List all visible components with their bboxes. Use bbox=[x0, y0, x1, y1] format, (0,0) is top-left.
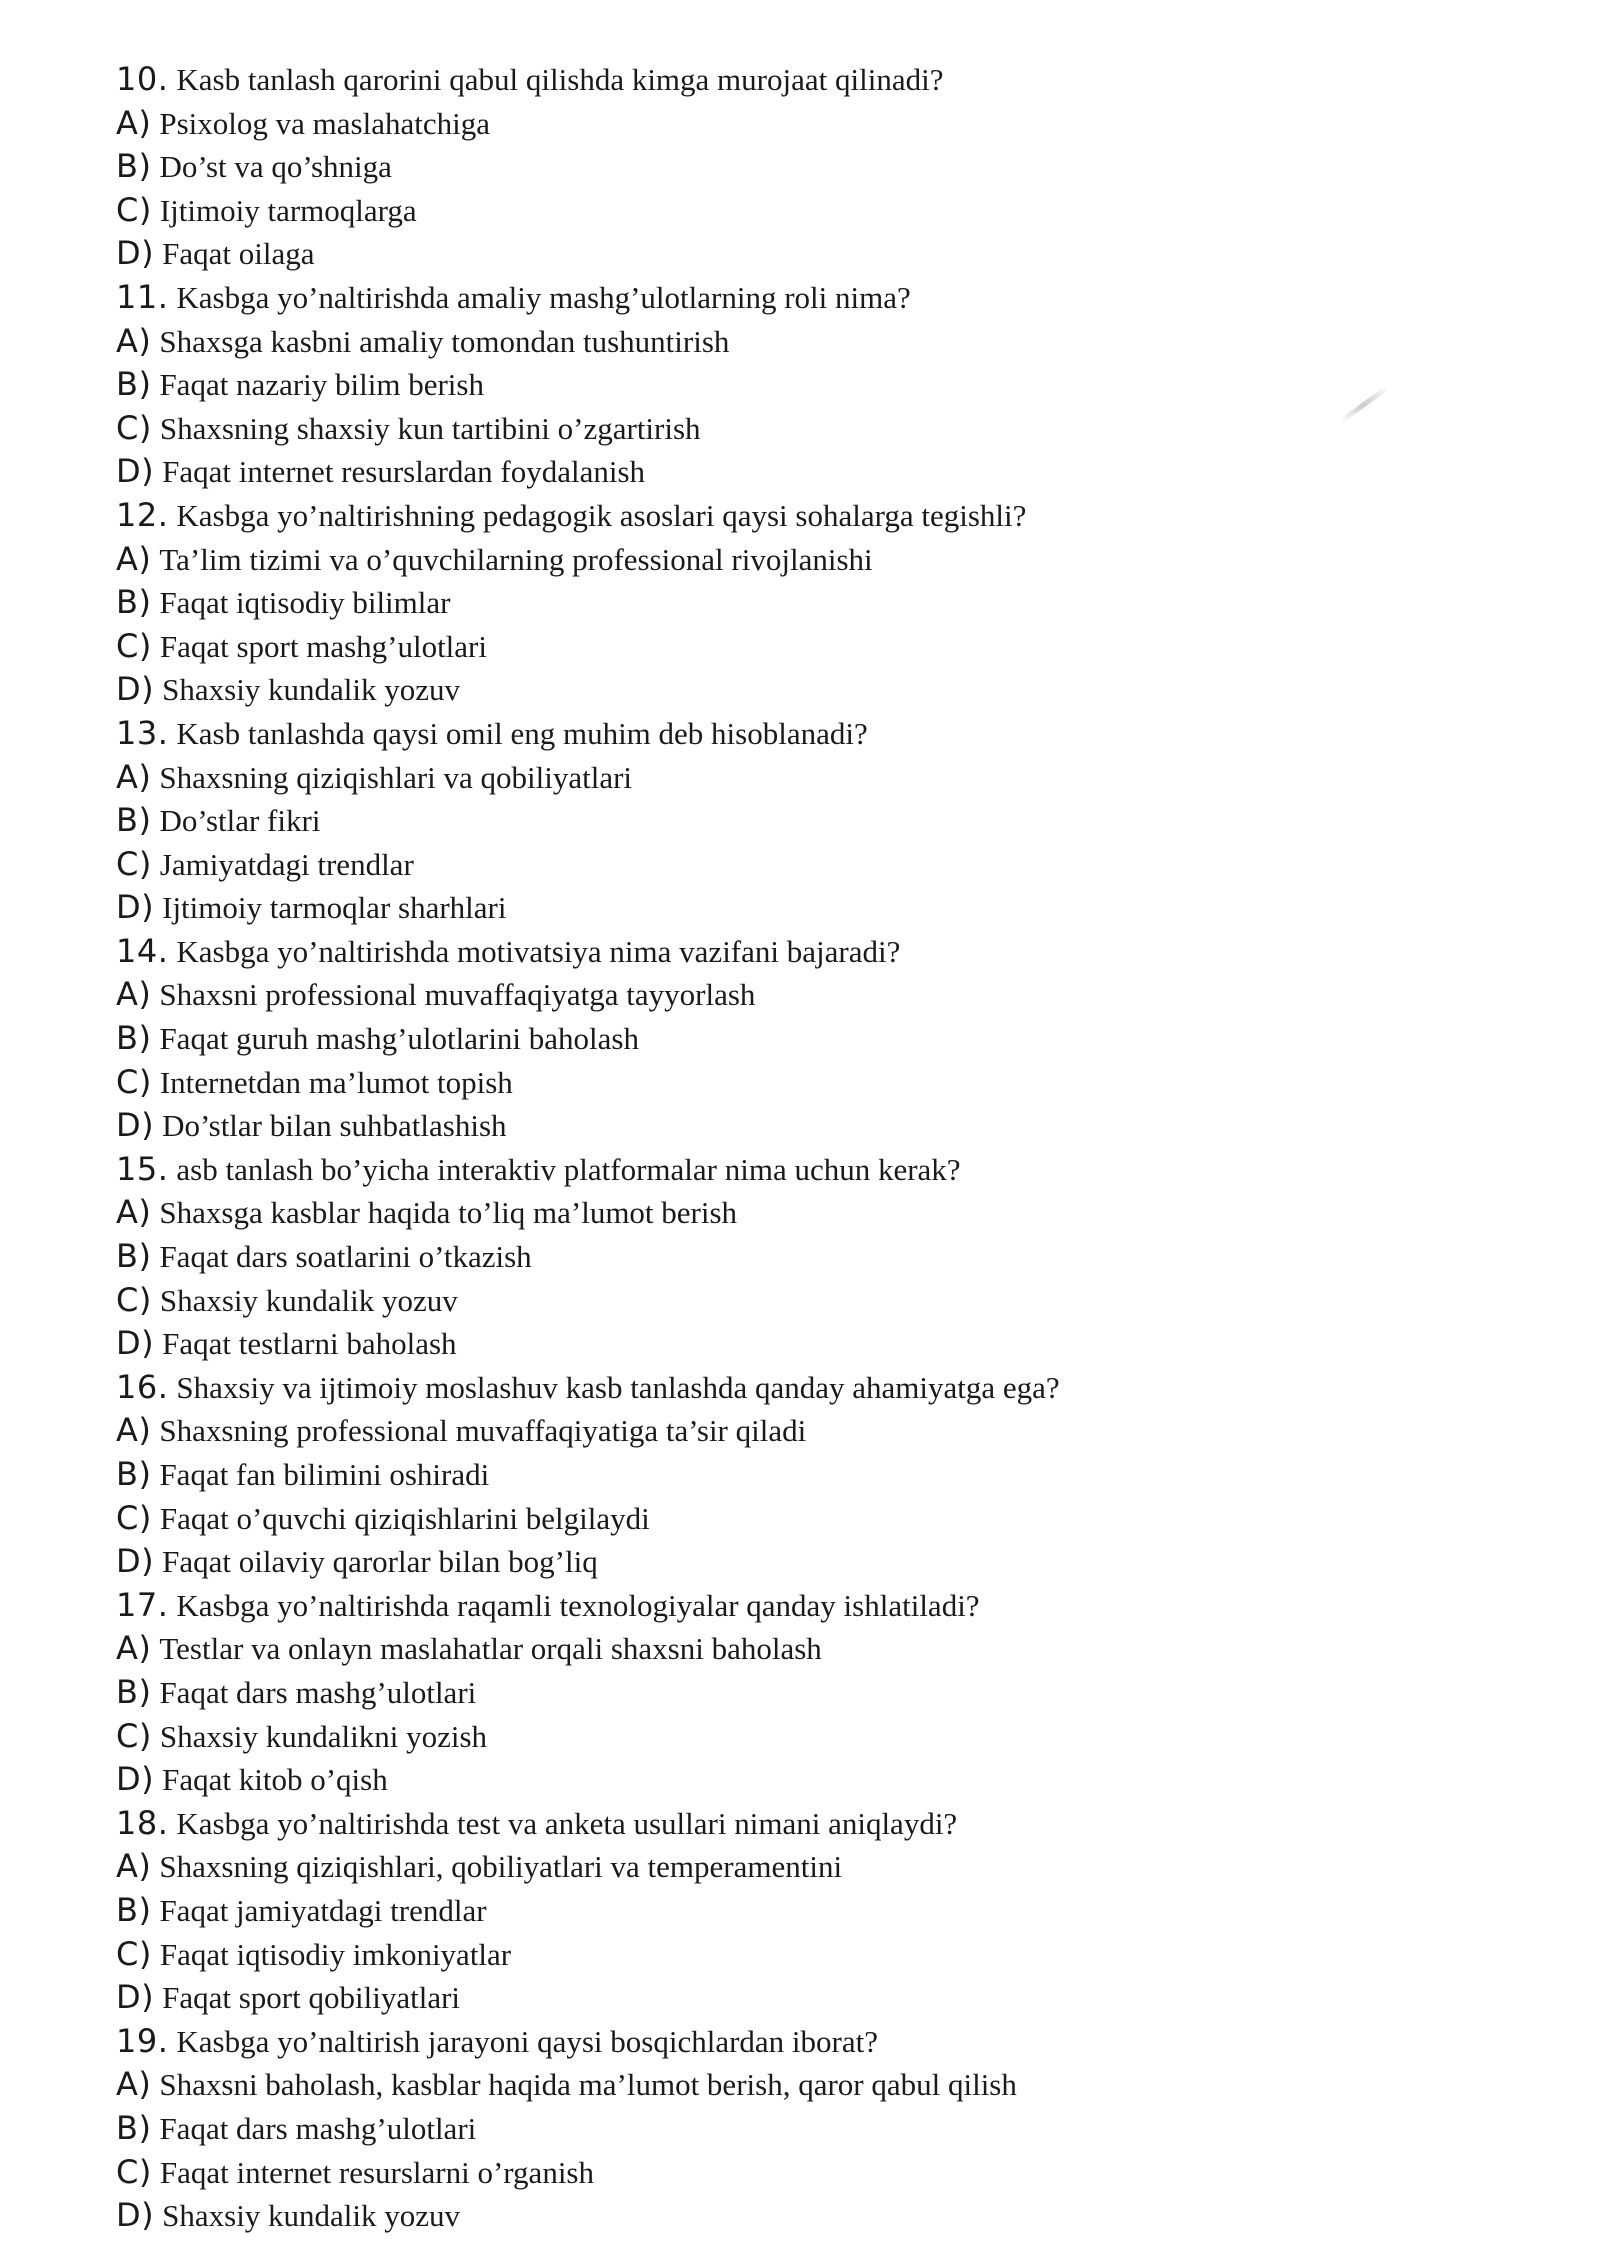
question-line bbox=[116, 1148, 1556, 1192]
option-letter: C) bbox=[116, 190, 152, 229]
question-number: 17. bbox=[116, 1585, 169, 1624]
option-text: Faqat jamiyatdagi trendlar bbox=[159, 1892, 487, 1928]
question-number: 10. bbox=[116, 60, 169, 98]
option-letter: A) bbox=[116, 1411, 152, 1450]
option-letter: B) bbox=[116, 1019, 152, 1058]
question-number: 11. bbox=[116, 277, 169, 316]
option-text: Ijtimoiy tarmoqlarga bbox=[159, 192, 417, 228]
question-line bbox=[116, 1584, 1556, 1628]
answer-option bbox=[116, 1191, 1556, 1235]
option-text: Faqat dars mashg’ulotlari bbox=[159, 1674, 477, 1710]
question-text: Shaxsiy va ijtimoiy moslashuv kasb tanlashda qanday ahamiyatga ega? bbox=[176, 1369, 1060, 1405]
option-letter: D) bbox=[116, 452, 155, 491]
answer-option bbox=[116, 450, 1556, 494]
option-letter: A) bbox=[116, 539, 152, 578]
question-number: 16. bbox=[116, 1367, 169, 1406]
option-text: Shaxsiy kundalik yozuv bbox=[162, 672, 461, 708]
option-text: Faqat dars mashg’ulotlari bbox=[159, 2110, 477, 2146]
question-text: Kasbga yo’naltirishda test va anketa usullari nimani aniqlaydi? bbox=[176, 1805, 958, 1841]
option-letter: D) bbox=[116, 888, 155, 927]
question-line bbox=[116, 930, 1556, 974]
option-letter: D) bbox=[116, 234, 155, 273]
option-text: Shaxsiy kundalik yozuv bbox=[159, 1282, 458, 1318]
option-text: Shaxsiy kundalik yozuv bbox=[162, 2198, 461, 2234]
option-text: Faqat testlarni baholash bbox=[162, 1326, 457, 1362]
option-letter: D) bbox=[116, 1978, 155, 2017]
answer-option bbox=[116, 1715, 1556, 1759]
option-text: Jamiyatdagi trendlar bbox=[159, 846, 414, 882]
option-letter: C) bbox=[116, 1280, 152, 1319]
question-list bbox=[116, 58, 1556, 2238]
question-text: Kasbga yo’naltirishda raqamli texnologiyalar qanday ishlatiladi? bbox=[176, 1587, 980, 1623]
answer-option bbox=[116, 756, 1556, 800]
question-number: 13. bbox=[116, 713, 169, 752]
answer-option bbox=[116, 2151, 1556, 2195]
answer-option bbox=[116, 1453, 1556, 1497]
option-letter: C) bbox=[116, 1498, 152, 1537]
option-letter: D) bbox=[116, 670, 155, 709]
option-letter: A) bbox=[116, 757, 152, 796]
answer-option bbox=[116, 973, 1556, 1017]
question-number: 12. bbox=[116, 495, 169, 534]
question-number: 14. bbox=[116, 931, 169, 970]
option-text: Shaxsiy kundalikni yozish bbox=[159, 1718, 488, 1754]
option-letter: C) bbox=[116, 2152, 152, 2191]
option-text: Do’stlar bilan suhbatlashish bbox=[162, 1108, 507, 1144]
option-letter: B) bbox=[116, 1237, 152, 1276]
answer-option bbox=[116, 1409, 1556, 1453]
answer-option bbox=[116, 668, 1556, 712]
option-letter: D) bbox=[116, 1324, 155, 1363]
option-text: Psixolog va maslahatchiga bbox=[159, 105, 490, 141]
question-line bbox=[116, 494, 1556, 538]
question-text: asb tanlash bo’yicha interaktiv platformalar nima uchun kerak? bbox=[176, 1151, 961, 1187]
question-text: Kasb tanlash qarorini qabul qilishda kimga murojaat qilinadi? bbox=[176, 62, 944, 97]
option-text: Do’stlar fikri bbox=[159, 803, 321, 839]
option-letter: A) bbox=[116, 103, 152, 142]
answer-option bbox=[116, 1845, 1556, 1889]
option-text: Faqat iqtisodiy bilimlar bbox=[159, 585, 451, 621]
option-letter: B) bbox=[116, 365, 152, 404]
option-letter: C) bbox=[116, 844, 152, 883]
question-line bbox=[116, 2020, 1556, 2064]
question-line bbox=[116, 58, 1556, 102]
answer-option bbox=[116, 843, 1556, 887]
option-letter: C) bbox=[116, 408, 152, 447]
option-text: Shaxsni baholash, kasblar haqida ma’lumot berish, qaror qabul qilish bbox=[159, 2067, 1017, 2103]
answer-option bbox=[116, 363, 1556, 407]
question-text: Kasbga yo’naltirishning pedagogik asoslari qaysi sohalarga tegishli? bbox=[176, 497, 1027, 533]
question-text: Kasbga yo’naltirish jarayoni qaysi bosqichlardan iborat? bbox=[176, 2023, 878, 2059]
option-text: Faqat o’quvchi qiziqishlarini belgilaydi bbox=[159, 1500, 650, 1536]
option-text: Shaxsga kasbni amaliy tomondan tushuntirish bbox=[159, 323, 730, 359]
option-letter: A) bbox=[116, 2065, 152, 2104]
option-letter: B) bbox=[116, 1890, 152, 1929]
answer-option bbox=[116, 320, 1556, 364]
option-letter: A) bbox=[116, 975, 152, 1014]
option-letter: D) bbox=[116, 1542, 155, 1581]
option-text: Faqat sport mashg’ulotlari bbox=[159, 628, 487, 664]
answer-option bbox=[116, 189, 1556, 233]
answer-option bbox=[116, 1671, 1556, 1715]
option-text: Ta’lim tizimi va o’quvchilarning professional rivojlanishi bbox=[159, 541, 873, 577]
option-text: Faqat iqtisodiy imkoniyatlar bbox=[159, 1936, 512, 1972]
option-letter: C) bbox=[116, 1934, 152, 1973]
option-text: Shaxsning qiziqishlari va qobiliyatlari bbox=[159, 759, 633, 795]
question-number: 19. bbox=[116, 2021, 169, 2060]
answer-option bbox=[116, 1758, 1556, 1802]
question-line bbox=[116, 276, 1556, 320]
option-text: Shaxsga kasblar haqida to’liq ma’lumot berish bbox=[159, 1195, 738, 1231]
option-letter: C) bbox=[116, 626, 152, 665]
option-letter: A) bbox=[116, 1629, 152, 1668]
answer-option bbox=[116, 1933, 1556, 1977]
question-line bbox=[116, 712, 1556, 756]
option-text: Internetdan ma’lumot topish bbox=[159, 1064, 513, 1100]
question-number: 18. bbox=[116, 1803, 169, 1842]
option-letter: B) bbox=[116, 1455, 152, 1493]
answer-option bbox=[116, 102, 1556, 146]
answer-option bbox=[116, 1889, 1556, 1933]
answer-option bbox=[116, 1061, 1556, 1105]
option-text: Faqat oilaviy qarorlar bilan bog’liq bbox=[162, 1544, 598, 1580]
answer-option bbox=[116, 1540, 1556, 1584]
option-text: Faqat oilaga bbox=[162, 236, 315, 272]
answer-option bbox=[116, 1104, 1556, 1148]
option-letter: A) bbox=[116, 321, 152, 360]
answer-option bbox=[116, 1976, 1556, 2020]
answer-option bbox=[116, 1627, 1556, 1671]
question-number: 15. bbox=[116, 1149, 169, 1188]
option-text: Faqat kitob o’qish bbox=[162, 1762, 388, 1798]
question-line bbox=[116, 1366, 1556, 1410]
answer-option bbox=[116, 2063, 1556, 2107]
answer-option bbox=[116, 232, 1556, 276]
option-text: Shaxsning shaxsiy kun tartibini o’zgartirish bbox=[159, 410, 701, 446]
option-letter: A) bbox=[116, 1193, 152, 1232]
answer-option bbox=[116, 1497, 1556, 1541]
option-letter: C) bbox=[116, 1716, 152, 1755]
option-letter: B) bbox=[116, 147, 152, 186]
answer-option bbox=[116, 1279, 1556, 1323]
option-letter: B) bbox=[116, 583, 152, 622]
answer-option bbox=[116, 2107, 1556, 2151]
option-text: Faqat internet resurslarni o’rganish bbox=[159, 2154, 594, 2190]
option-text: Faqat internet resurslardan foydalanish bbox=[162, 454, 646, 490]
option-letter: B) bbox=[116, 801, 152, 840]
answer-option bbox=[116, 145, 1556, 189]
question-text: Kasb tanlashda qaysi omil eng muhim deb hisoblanadi? bbox=[176, 715, 868, 751]
option-text: Faqat guruh mashg’ulotlarini baholash bbox=[159, 1021, 639, 1057]
option-text: Faqat sport qobiliyatlari bbox=[162, 1980, 461, 2016]
option-letter: D) bbox=[116, 1760, 155, 1799]
option-letter: B) bbox=[116, 2108, 152, 2147]
option-text: Faqat fan bilimini oshiradi bbox=[159, 1457, 490, 1492]
option-text: Ijtimoiy tarmoqlar sharhlari bbox=[162, 890, 507, 926]
option-letter: D) bbox=[116, 2196, 155, 2235]
answer-option bbox=[116, 1322, 1556, 1366]
question-text: Kasbga yo’naltirishda motivatsiya nima vazifani bajaradi? bbox=[176, 933, 901, 969]
option-text: Shaxsning qiziqishlari, qobiliyatlari va temperamentini bbox=[159, 1849, 843, 1885]
question-text: Kasbga yo’naltirishda amaliy mashg’ulotlarning roli nima? bbox=[176, 279, 911, 315]
answer-option bbox=[116, 1235, 1556, 1279]
answer-option bbox=[116, 581, 1556, 625]
option-letter: C) bbox=[116, 1062, 152, 1101]
answer-option bbox=[116, 407, 1556, 451]
answer-option bbox=[116, 625, 1556, 669]
answer-option bbox=[116, 1017, 1556, 1061]
question-line bbox=[116, 1802, 1556, 1846]
option-letter: A) bbox=[116, 1847, 152, 1886]
answer-option bbox=[116, 799, 1556, 843]
answer-option bbox=[116, 2194, 1556, 2238]
answer-option bbox=[116, 538, 1556, 582]
option-letter: B) bbox=[116, 1672, 152, 1711]
option-text: Faqat dars soatlarini o’tkazish bbox=[159, 1239, 532, 1275]
answer-option bbox=[116, 886, 1556, 930]
option-text: Shaxsni professional muvaffaqiyatga tayyorlash bbox=[159, 977, 756, 1013]
option-text: Shaxsning professional muvaffaqiyatiga ta’sir qiladi bbox=[159, 1413, 807, 1449]
option-letter: D) bbox=[116, 1106, 155, 1145]
option-text: Faqat nazariy bilim berish bbox=[159, 367, 484, 403]
option-text: Do’st va qo’shniga bbox=[159, 149, 392, 185]
option-text: Testlar va onlayn maslahatlar orqali shaxsni baholash bbox=[159, 1631, 822, 1667]
